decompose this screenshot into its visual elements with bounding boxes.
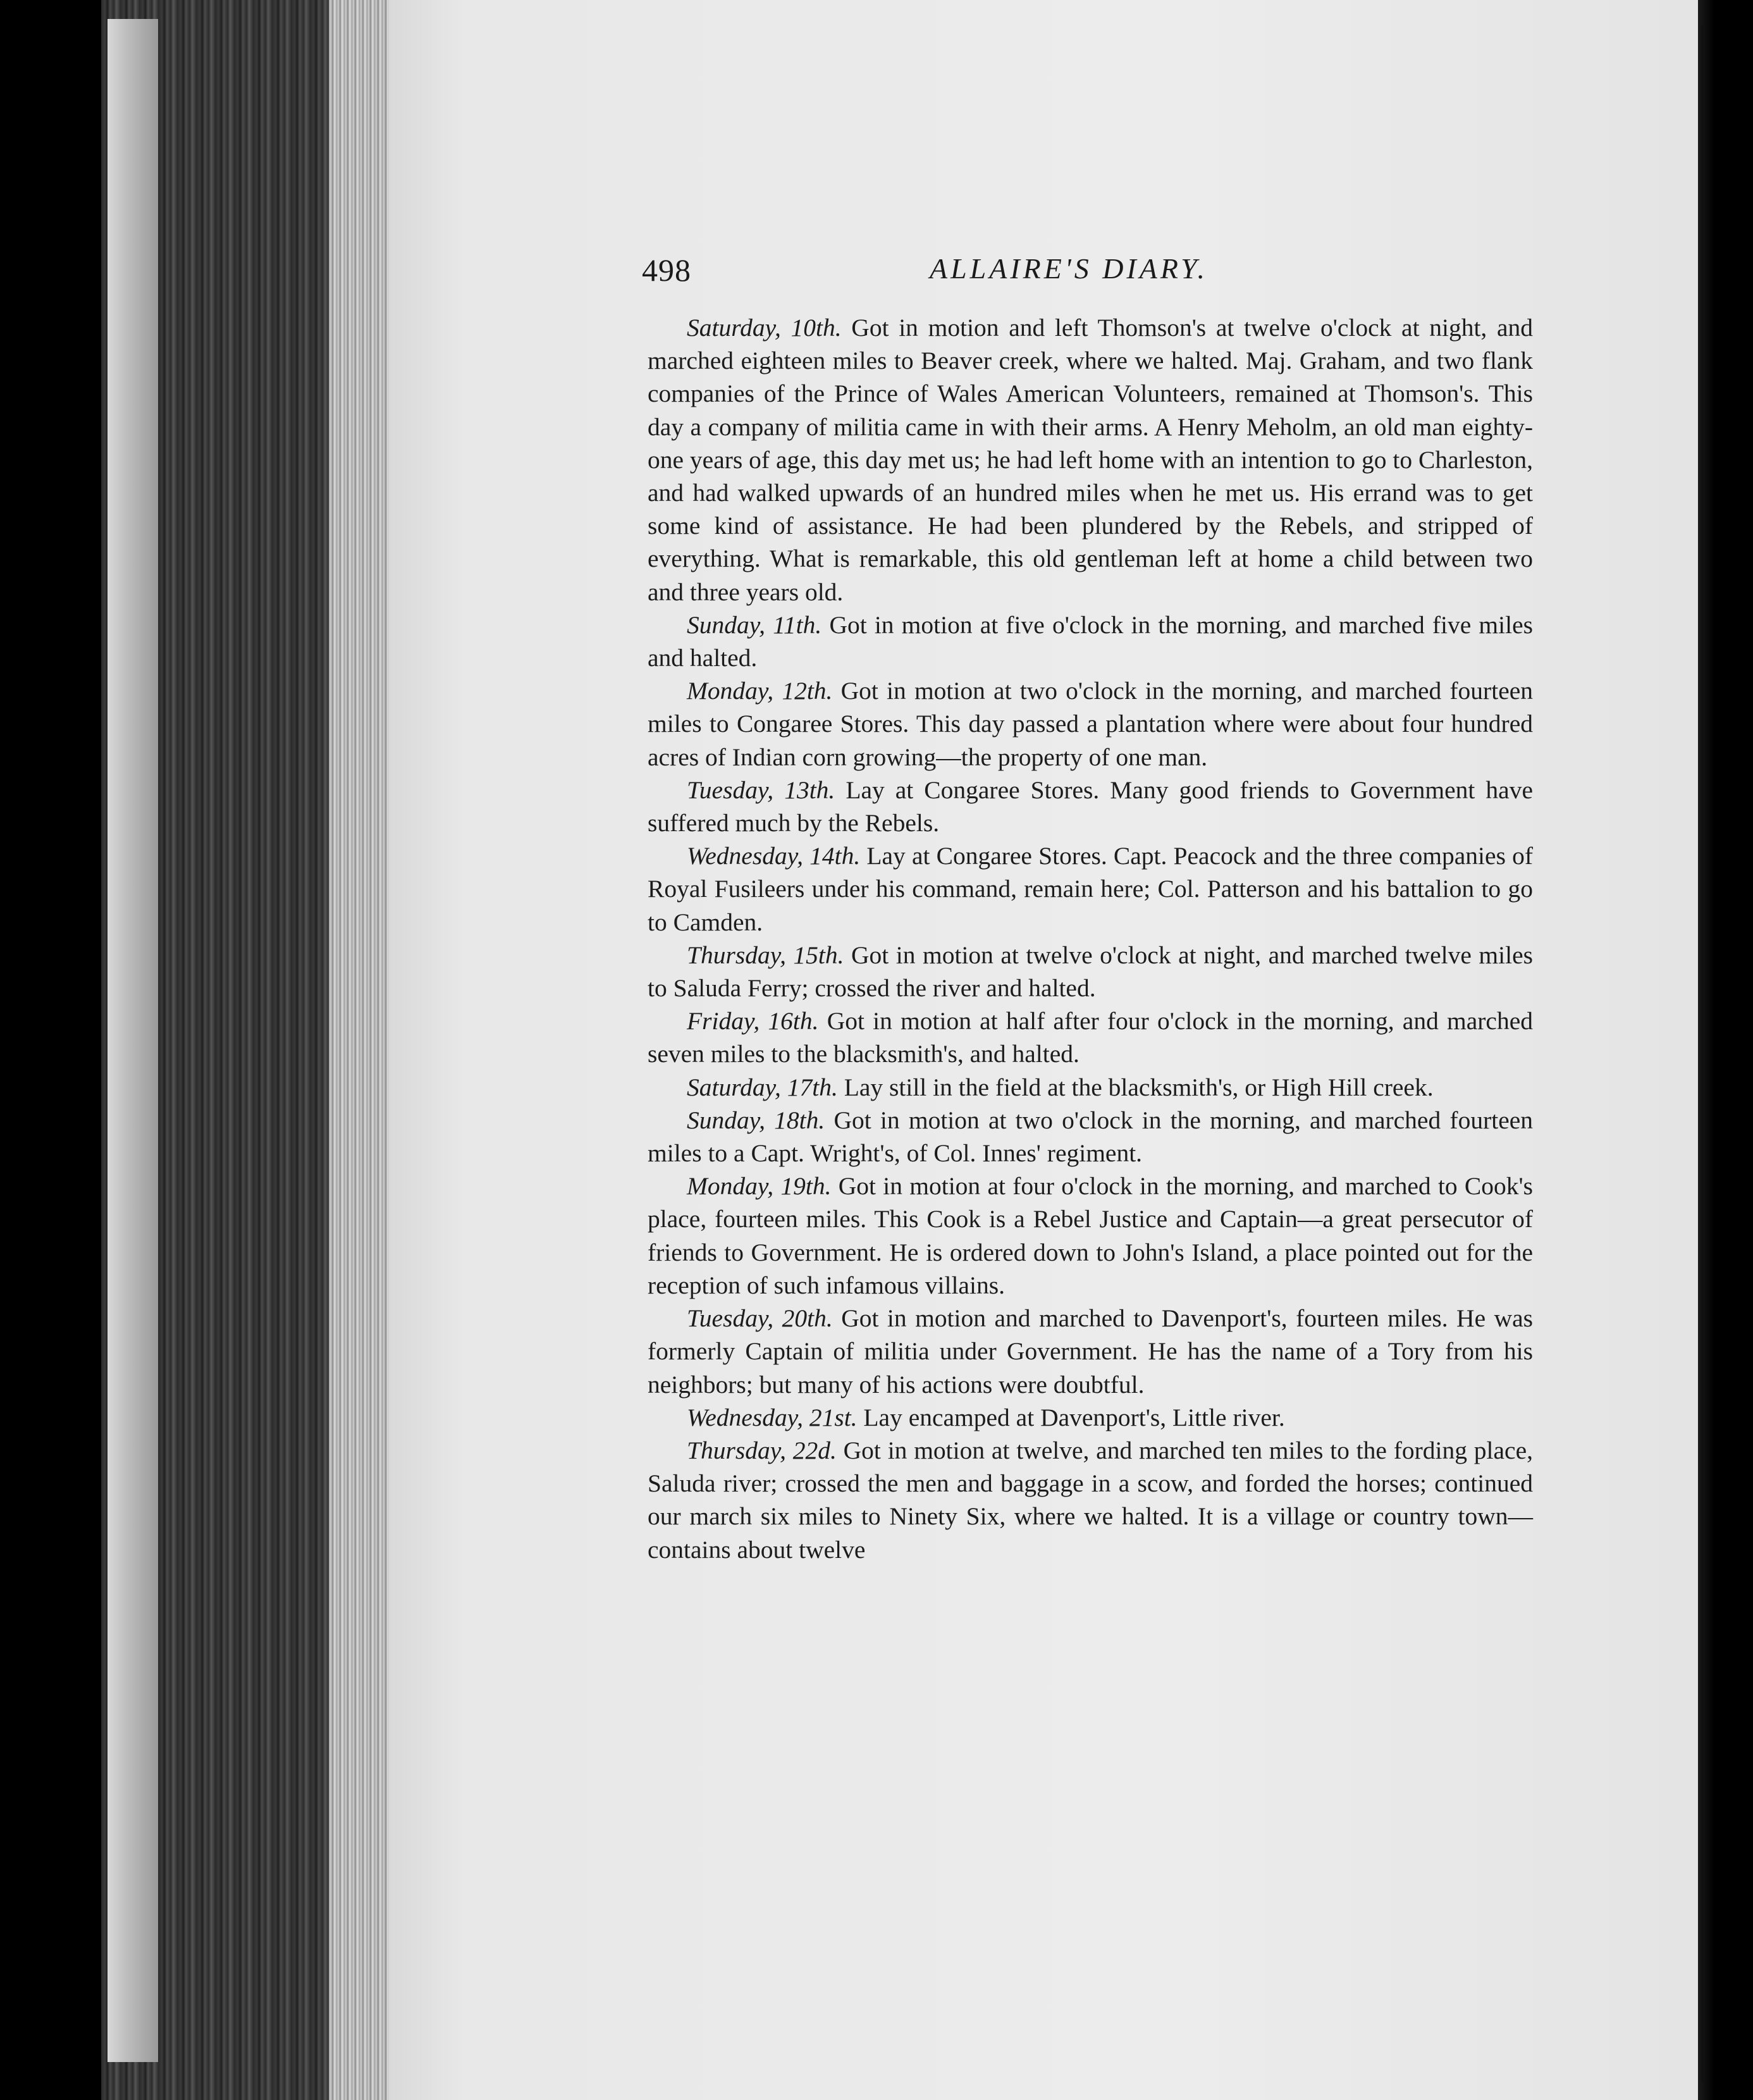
running-title: ALLAIRE'S DIARY. — [930, 252, 1208, 285]
spine-highlight — [108, 19, 158, 2062]
entry-text: Got in motion at four o'clock in the morning, and marched to Cook's place, fourteen miles. This Cook is a Rebel Justice and Captain—a great persecutor of friends to Government. He is ordered down to John's Island, a place pointed out for the reception of such infamous villains. — [648, 1172, 1534, 1299]
facing-page-edge-line — [1701, 25, 1705, 2081]
entry-text: Got in motion and left Thomson's at twelve o'clock at night, and marched eighteen miles to Beaver creek, where we halted. Maj. Graham, and two flank companies of the Prince of Wales American Volunteers, remained at Thomson's. This day a company of militia came in with their arms. A Henry Meholm, an old man eighty-one years of age, this day met us; he had left home with an intention to go to Charleston, and had walked upwards of an hundred miles when he met us. His errand was to get some kind of assistance. He had been plundered by the Rebels, and stripped of everything. What is remarkable, this old gentleman left at home a child between two and three years old. — [648, 314, 1533, 606]
right-page-edge — [1698, 0, 1753, 2100]
entry-date: Thursday, 22d. — [687, 1436, 837, 1464]
entry-text: Lay at Congaree Stores. Capt. Peacock and the three companies of Royal Fusileers under his command, remain here; Col. Patterson and his battalion to go to Camden. — [648, 842, 1534, 936]
entry-text: Got in motion at five o'clock in the morning, and marched five miles and halted. — [648, 610, 1534, 672]
entry-date: Tuesday, 20th. — [687, 1304, 833, 1333]
entry-text: Lay at Congaree Stores. Many good friends to Government have suffered much by the Rebels. — [648, 775, 1533, 837]
entry-date: Tuesday, 13th. — [687, 775, 835, 804]
entry-text: Lay still in the field at the blacksmith's, or High Hill creek. — [844, 1073, 1434, 1101]
diary-entry — [648, 674, 1533, 774]
entry-date: Monday, 19th. — [687, 1172, 832, 1201]
diary-entry — [648, 1004, 1533, 1070]
entry-text: Got in motion at half after four o'clock in the morning, and marched seven miles to the blacksmith's, and halted. — [648, 1007, 1533, 1068]
entry-date: Sunday, 11th. — [687, 610, 822, 639]
entry-text: Got in motion at two o'clock in the morning, and marched fourteen miles to a Capt. Wright's, of Col. Innes' regiment. — [648, 1106, 1534, 1168]
entry-text: Lay encamped at Davenport's, Little river. — [863, 1403, 1285, 1431]
diary-entry — [648, 1104, 1533, 1170]
diary-entry — [648, 1401, 1533, 1434]
diary-entry — [648, 1434, 1533, 1566]
diary-entry — [648, 839, 1533, 939]
entry-date: Saturday, 10th. — [687, 314, 842, 342]
entry-date: Thursday, 15th. — [687, 941, 844, 969]
entry-date: Friday, 16th. — [687, 1007, 819, 1035]
page-header — [642, 247, 1534, 291]
diary-entry — [648, 939, 1533, 1004]
diary-entry — [648, 774, 1533, 839]
entry-text: Got in motion at twelve o'clock at night, and marched twelve miles to Saluda Ferry; crossed the river and halted. — [648, 941, 1533, 1003]
entry-text: Got in motion at two o'clock in the morning, and marched fourteen miles to Congaree Stores. This day passed a plantation where were about four hundred acres of Indian corn growing—the property of one man. — [648, 677, 1534, 771]
diary-entry — [648, 311, 1533, 608]
diary-entry — [648, 1170, 1533, 1302]
diary-text — [648, 311, 1533, 1566]
entry-date: Wednesday, 14th. — [687, 842, 861, 870]
page-number: 498 — [642, 252, 691, 288]
diary-entry — [648, 1302, 1533, 1401]
entry-date: Wednesday, 21st. — [687, 1403, 858, 1431]
entry-date: Saturday, 17th. — [687, 1073, 838, 1101]
entry-text: Got in motion and marched to Davenport's, fourteen miles. He was formerly Captain of militia under Government. He has the name of a Tory from his neighbors; but many of his actions were doubtful. — [648, 1304, 1534, 1399]
entry-date: Monday, 12th. — [687, 677, 833, 705]
diary-entry — [648, 1071, 1533, 1104]
entry-date: Sunday, 18th. — [687, 1106, 825, 1134]
page-stack-edges — [329, 0, 392, 2100]
diary-entry — [648, 608, 1533, 674]
entry-text: Got in motion at twelve, and marched ten miles to the fording place, Saluda river; crossed the men and baggage in a scow, and forded the horses; continued our march six miles to Ninety Six, where we halted. It is a village or country town—contains about twelve — [648, 1436, 1533, 1564]
